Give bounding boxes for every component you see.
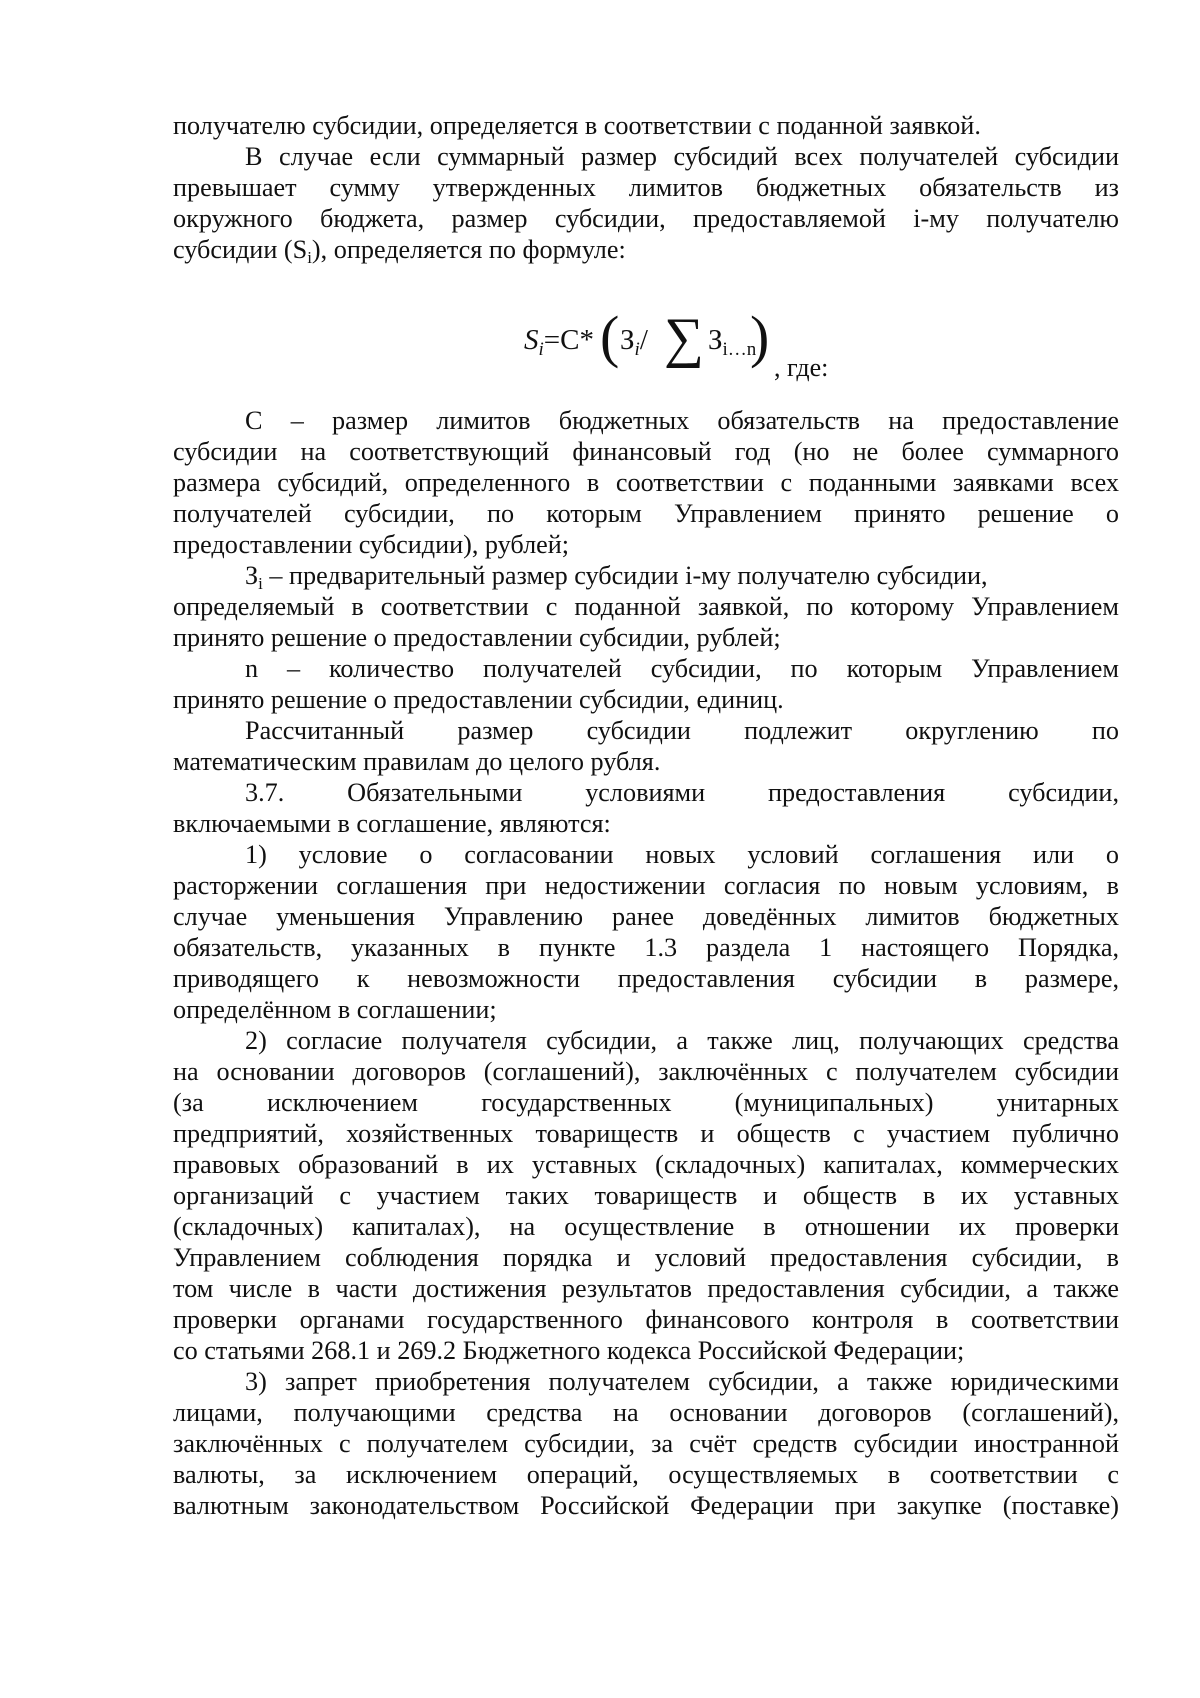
paragraph-line: $З_i$ – предварительный размер субсидии i-му получателю субсидии, [245, 561, 988, 593]
paragraph-line: Управлением соблюдения порядка и условий предоставления субсидии, в [173, 1243, 1119, 1272]
paragraph-line: расторжении соглашения при недостижении согласия по новым условиям, в [173, 871, 1119, 900]
paragraph-line: определяемый в соответствии с поданной заявкой, по которому Управлением [173, 592, 1119, 621]
paragraph-line: математическим правилам до целого рубля. [173, 747, 661, 776]
paragraph-line: заключённых с получателем субсидии, за счёт средств субсидии иностранной [173, 1429, 1119, 1458]
formula-sum-term: $З_{i\dots n}$ [708, 324, 757, 360]
paragraph-line: окружного бюджета, размер субсидии, предоставляемой i-му получателю [173, 204, 1119, 233]
paragraph-line: принято решение о предоставлении субсидии, рублей; [173, 623, 781, 652]
paragraph-line: предприятий, хозяйственных товариществ и обществ с участием публично [173, 1119, 1119, 1148]
paragraph-line: (складочных) капиталах), на осуществление в отношении их проверки [173, 1212, 1119, 1241]
paragraph-line: 3) запрет приобретения получателем субсидии, а также юридическими [245, 1367, 1119, 1396]
paragraph-line: (за исключением государственных (муниципальных) унитарных [173, 1088, 1119, 1117]
paragraph-line: субсидии $(S_i)$, определяется по формуле: [173, 235, 626, 267]
paragraph-line: организаций с участием таких товариществ и обществ в их уставных [173, 1181, 1119, 1210]
paragraph-line: размера субсидий, определенного в соответствии с поданными заявками всех [173, 468, 1119, 497]
paragraph-line: 3.7. Обязательными условиями предоставления субсидии, [245, 778, 1119, 807]
paragraph-line: 1) условие о согласовании новых условий соглашения или о [245, 840, 1119, 869]
paragraph-line: n – количество получателей субсидии, по которым Управлением [245, 654, 1119, 683]
paragraph-line: том числе в части достижения результатов предоставления субсидии, а также [173, 1274, 1119, 1303]
subsidy-formula [524, 300, 844, 396]
paragraph-line: принято решение о предоставлении субсидии, единиц. [173, 685, 784, 714]
formula-where-label: , где: [774, 353, 829, 382]
paragraph-line: проверки органами государственного финансового контроля в соответствии [173, 1305, 1119, 1334]
paragraph-line: лицами, получающими средства на основании договоров (соглашений), [173, 1398, 1119, 1427]
paragraph-line: С – размер лимитов бюджетных обязательств на предоставление [245, 406, 1119, 435]
paragraph-line: 2) согласие получателя субсидии, а также лиц, получающих средства [245, 1026, 1119, 1055]
formula-numerator: $З_i/$ [620, 324, 648, 360]
paragraph-line: обязательств, указанных в пункте 1.3 раздела 1 настоящего Порядка, [173, 933, 1119, 962]
paragraph-line: превышает сумму утвержденных лимитов бюджетных обязательств из [173, 173, 1119, 202]
paragraph-line: со статьями 268.1 и 269.2 Бюджетного кодекса Российской Федерации; [173, 1336, 965, 1365]
paragraph-line: получателей субсидии, по которым Управлением принято решение о [173, 499, 1119, 528]
paragraph-line: субсидии на соответствующий финансовый год (но не более суммарного [173, 437, 1119, 466]
paragraph-line: на основании договоров (соглашений), заключённых с получателем субсидии [173, 1057, 1119, 1086]
paragraph-line: валютным законодательством Российской Федерации при закупке (поставке) [173, 1491, 1119, 1520]
paragraph-line: Рассчитанный размер субсидии подлежит округлению по [245, 716, 1119, 745]
paragraph-line: получателю субсидии, определяется в соответствии с поданной заявкой. [173, 111, 981, 140]
paragraph-line: предоставлении субсидии), рублей; [173, 530, 570, 559]
paragraph-line: случае уменьшения Управлению ранее доведённых лимитов бюджетных [173, 902, 1119, 931]
paragraph-line: валюты, за исключением операций, осуществляемых в соответствии с [173, 1460, 1119, 1489]
paragraph-line: В случае если суммарный размер субсидий всех получателей субсидии [245, 142, 1119, 171]
formula-lhs: $S_i=С*$ [524, 324, 594, 360]
paragraph-line: определённом в соглашении; [173, 995, 497, 1024]
paragraph-line: включаемыми в соглашение, являются: [173, 809, 611, 838]
sum-sign: ∑ [664, 307, 704, 369]
paragraph-line: приводящего к невозможности предоставления субсидии в размере, [173, 964, 1119, 993]
paragraph-line: правовых образований в их уставных (складочных) капиталах, коммерческих [173, 1150, 1119, 1179]
formula-right-paren: ) [750, 304, 770, 369]
formula-left-paren: ( [600, 304, 620, 369]
